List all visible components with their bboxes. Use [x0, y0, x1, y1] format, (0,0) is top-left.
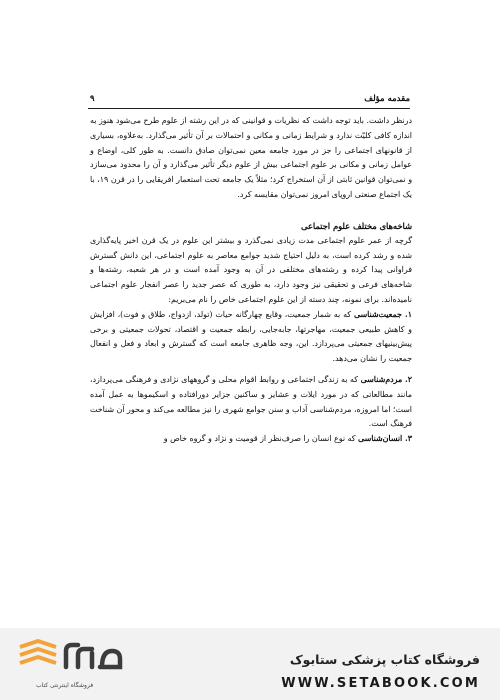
page-number: ۹	[90, 94, 95, 104]
list-item	[90, 432, 412, 447]
section-paragraph: گرچه از عمر علوم اجتماعی مدت زیادی نمی‌گذرد و بیشتر این علوم در یک قرن اخیر پایه‌گذاری شده و رشد کرده است، به دلیل احتیاج شدید جوامع معاصر به علوم اجتماعی، این دانش گسترش فراوانی پیدا کرده و رشته‌های مختلفی در آن به وجود آمده است و در هر شعبه، رشته‌ها و شاخه‌های فرعی و تحقیقی نیز وجود دارد، به طوری که عصر جدید را عصر انفجار علوم اجتماعی نامیده‌اند. برای نمونه، چند دسته از این علوم اجتماعی خاص را نام می‌بریم:	[90, 235, 412, 304]
item-text: که نوع انسان را صرف‌نظر از قومیت و نژاد و گروه خاص و	[163, 434, 359, 444]
setabook-logo[interactable]	[6, 637, 166, 695]
page-header	[90, 92, 410, 106]
logo-subtitle: فروشگاه اینترنتی کتاب	[36, 682, 94, 689]
website-link[interactable]: WWW.SETABOOK.COM	[281, 676, 480, 691]
header-divider	[88, 108, 410, 109]
section-heading: شاخه‌های مختلف علوم اجتماعی	[300, 220, 412, 231]
list-item	[90, 308, 412, 367]
store-name: فروشگاه کتاب پزشکی ستابوک	[289, 652, 480, 667]
item-heading: ۳. انسان‌شناسی	[358, 434, 412, 444]
logo-chevrons-icon	[20, 641, 56, 663]
running-title: مقدمه مؤلف	[364, 94, 410, 104]
item-text: که به زندگی اجتماعی و روابط اقوام محلی و گروههای نژادی و فرهنگی می‌پردازد، مانند مطالعاتی که در مورد ایلات و عشایر و ساکنین جزایر دورافتاده و اسکیموها به عمل آمده است؛ اما امروزه، مردم‌شناسی آداب و سنن جوامع شهری را نیز مطالعه می‌کند و محور آن شناخت فرهنگ است.	[90, 374, 412, 429]
list-item	[90, 373, 412, 432]
item-heading: ۱. جمعیت‌شناسی	[353, 309, 412, 319]
item-text: که به شمار جمعیت، وقایع چهارگانه حیات (تولد، ازدواج، طلاق و فوت)، افزایش و کاهش طبیعی جمعیت، مهاجرتها، جابه‌جایی، رابطه جمعیت و اقتصاد، تحولات جمعیتی و برخی پیش‌بینیهای جمعیتی می‌پردازد. این، وجه ظاهری جامعه است که گسترش و ابعاد و فعل و انفعال جمعیت را نشان می‌دهد.	[90, 309, 412, 364]
page-body	[90, 114, 412, 447]
item-heading: ۲. مردم‌شناسی	[360, 374, 412, 384]
intro-paragraph: درنظر داشت. باید توجه داشت که نظریات و قوانینی که در این رشته از علوم طرح می‌شود هنوز به اندازه کافی کلیّت ندارد و شرایط زمانی و مکانی و احتمالات بر آن تأثیر می‌گذارد. به‌علاوه، بسیاری از قانونهای اجتماعی را جز در مورد جامعه معین نمی‌توان صادق دانست. به طور کلی، اوضاع و عوامل زمانی و مکانی بر علوم اجتماعی بیش از علوم دیگر تأثیر می‌گذارد و آن را محدود می‌سازد و نمی‌توان قوانین ثابتی از آن استخراج کرد؛ مثلاً یک جامعه تحت استعمار افریقایی را در قرن ۱۹، با یک اجتماع صنعتی اروپای امروز نمی‌توان مقایسه کرد.	[90, 116, 412, 199]
logo-wordmark-icon	[16, 637, 126, 677]
